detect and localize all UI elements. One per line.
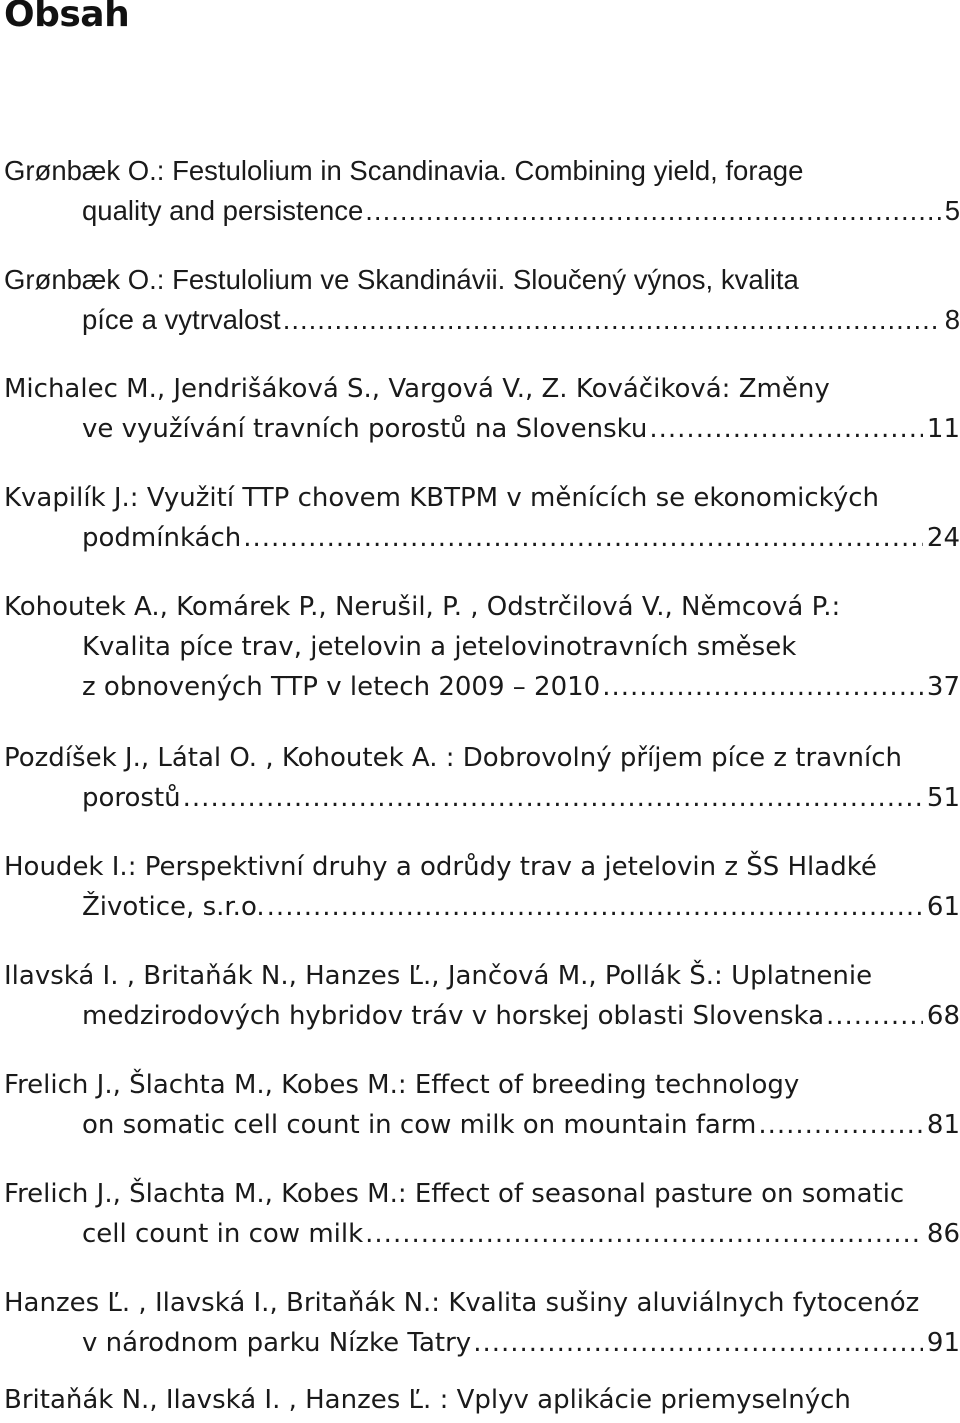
- toc-entry-heading: Grønbæk O.: Festulolium in Scandinavia. Combining yield, forage: [4, 155, 804, 186]
- toc-entry[interactable]: [4, 1283, 960, 1363]
- page-number: 61: [926, 892, 960, 922]
- toc-entry-heading: Hanzes Ľ. , Ilavská I., Britaňák N.: Kvalita sušiny aluviálnych fytocenóz: [4, 1288, 920, 1318]
- page-number: 24: [926, 523, 960, 553]
- toc-entry[interactable]: [4, 956, 960, 1036]
- toc-entry-last-line: [4, 1323, 960, 1363]
- toc-entry[interactable]: [4, 369, 960, 449]
- toc-entry-title-end: cell count in cow milk: [82, 1219, 364, 1249]
- toc-entry-title-end: píce a vytrvalost: [82, 304, 281, 335]
- toc-entry-last-line: [4, 667, 960, 707]
- leader-dots: [267, 887, 923, 927]
- toc-entry-last-line: [4, 300, 960, 340]
- toc-entry-last-line: [4, 409, 960, 449]
- toc-entry-title-end: quality and persistence: [82, 195, 364, 226]
- leader-dots: [365, 191, 940, 231]
- toc-entry-heading: Michalec M., Jendrišáková S., Vargová V., Z. Kováčiková: Změny: [4, 374, 830, 404]
- leader-dots: [283, 300, 941, 340]
- toc-entry-heading: Britaňák N., Ilavská I. , Hanzes Ľ. : Vplyv aplikácie priemyselných: [4, 1385, 851, 1415]
- toc-entry-title-end: podmínkách: [82, 523, 242, 553]
- page-number: 91: [926, 1328, 960, 1358]
- toc-entry-title-end: z obnovených TTP v letech 2009 – 2010: [82, 672, 601, 702]
- toc-entry[interactable]: [4, 1065, 960, 1145]
- toc-entry-heading: Ilavská I. , Britaňák N., Hanzes Ľ., Jančová M., Pollák Š.: Uplatnenie: [4, 961, 873, 991]
- toc-entry[interactable]: [4, 738, 960, 818]
- toc-entry-heading: Kohoutek A., Komárek P., Nerušil, P. , Odstrčilová V., Němcová P.:: [4, 592, 841, 622]
- toc-entry[interactable]: [4, 1380, 960, 1420]
- toc-entry-last-line: [4, 1214, 960, 1254]
- page-number: 37: [926, 672, 960, 702]
- toc-entry-heading: Grønbæk O.: Festulolium ve Skandinávii. Sloučený výnos, kvalita: [4, 264, 799, 295]
- page-number: 51: [926, 783, 960, 813]
- leader-dots: [826, 996, 923, 1036]
- toc-entry[interactable]: [4, 847, 960, 927]
- page-number: 68: [926, 1001, 960, 1031]
- toc-entry-title-end: medzirodových hybridov tráv v horskej oblasti Slovenska: [82, 1001, 825, 1031]
- toc-entry-last-line: [4, 887, 960, 927]
- page-number: 11: [926, 414, 960, 444]
- toc-entry-continuation: Kvalita píce trav, jetelovin a jetelovinotravních směsek: [82, 632, 797, 662]
- toc-entry-last-line: [4, 518, 960, 558]
- leader-dots: [473, 1323, 923, 1363]
- page-number: 86: [926, 1219, 960, 1249]
- toc-entry-last-line: [4, 191, 960, 231]
- toc-entry[interactable]: [4, 478, 960, 558]
- toc-entry[interactable]: [4, 587, 960, 707]
- leader-dots: [758, 1105, 923, 1145]
- leader-dots: [365, 1214, 923, 1254]
- page-number: 8: [944, 304, 960, 335]
- toc-entry-last-line: [4, 1105, 960, 1145]
- toc-entry-title-end: Životice, s.r.o.: [82, 892, 265, 922]
- toc-entry-title-end: ve využívání travních porostů na Slovensku: [82, 414, 648, 444]
- leader-dots: [649, 409, 923, 449]
- toc-entry-heading: Houdek I.: Perspektivní druhy a odrůdy trav a jetelovin z ŠS Hladké: [4, 852, 877, 882]
- toc-entry-title-end: porostů: [82, 783, 181, 813]
- toc-entry-last-line: [4, 996, 960, 1036]
- leader-dots: [243, 518, 923, 558]
- toc-entry-heading: Frelich J., Šlachta M., Kobes M.: Effect of seasonal pasture on somatic: [4, 1179, 905, 1209]
- toc-entry-title-end: on somatic cell count in cow milk on mountain farm: [82, 1110, 757, 1140]
- toc-entry-heading: Frelich J., Šlachta M., Kobes M.: Effect of breeding technology: [4, 1070, 800, 1100]
- page-number: 5: [944, 195, 960, 226]
- leader-dots: [183, 778, 923, 818]
- leader-dots: [602, 667, 923, 707]
- page-number: 81: [926, 1110, 960, 1140]
- toc-entry[interactable]: [4, 260, 960, 340]
- toc-entry[interactable]: [4, 1174, 960, 1254]
- toc-entry-last-line: [4, 778, 960, 818]
- page-title: Obsah: [4, 0, 130, 35]
- toc-entry-heading: Pozdíšek J., Látal O. , Kohoutek A. : Dobrovolný příjem píce z travních: [4, 743, 902, 773]
- toc-entry-heading: Kvapilík J.: Využití TTP chovem KBTPM v měnících se ekonomických: [4, 483, 879, 513]
- toc-entry-title-end: v národnom parku Nízke Tatry: [82, 1328, 472, 1358]
- toc-entry[interactable]: [4, 151, 960, 231]
